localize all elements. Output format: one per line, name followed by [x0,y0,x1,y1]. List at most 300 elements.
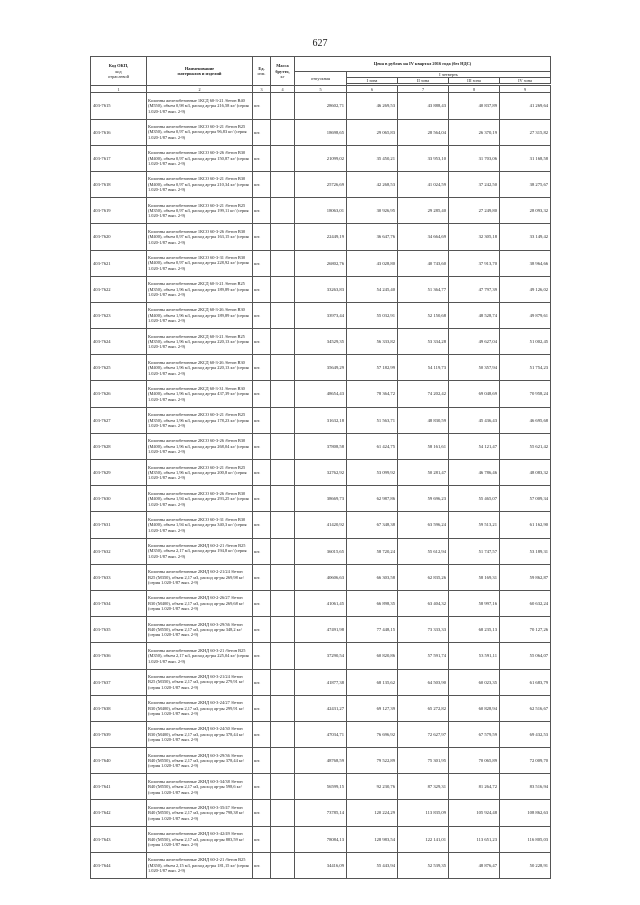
price-zone-2: 65 272,82 [398,695,449,721]
header-zone-1: I зона [347,78,398,84]
header-mass: Масса брутто, кг [271,57,295,86]
price-zone-3: 48 528,74 [449,302,500,328]
price-opt: 35649,29 [295,355,347,381]
price-zone-1: 43 028,80 [347,250,398,276]
item-unit: шт. [253,433,271,459]
table-row [91,852,551,878]
item-code: 403-7624 [91,329,147,355]
item-unit: шт. [253,643,271,669]
item-unit: шт. [253,800,271,826]
price-zone-2: 54 119,73 [398,355,449,381]
item-name: Колонны железобетонные 2КСД 60-3-21 /бетон В25 (М350), объем 1,96 м3, расход ар-ры 189,89 кг/ (серия 1.020-1/87 вып. 2-9) [147,276,253,302]
price-zone-1: 54 245,40 [347,276,398,302]
price-zone-1: 51 563,71 [347,407,398,433]
item-mass [271,643,295,669]
price-zone-4: 51 002,45 [500,329,551,355]
price-zone-2: 72 627,97 [398,721,449,747]
price-zone-3: 105 924,48 [449,800,500,826]
price-zone-1: 57 182,99 [347,355,398,381]
price-zone-2: 75 301,95 [398,748,449,774]
price-zone-3: 58 997,16 [449,590,500,616]
item-mass [271,564,295,590]
price-zone-3: 46 786,46 [449,460,500,486]
item-unit: шт. [253,852,271,878]
price-zone-4: 108 862,63 [500,800,551,826]
column-number: 6 [347,86,398,93]
item-unit: шт. [253,538,271,564]
table-row [91,355,551,381]
price-zone-1: 128 983,54 [347,826,398,852]
price-opt: 26802,76 [295,250,347,276]
item-unit: шт. [253,145,271,171]
price-zone-2: 55 612,94 [398,538,449,564]
column-number: 5 [295,86,347,93]
item-code: 403-7618 [91,171,147,197]
item-unit: шт. [253,329,271,355]
column-number: 3 [253,86,271,93]
price-zone-3: 50 357,94 [449,355,500,381]
price-zone-3: 69 048,69 [449,381,500,407]
item-name: Колонны железобетонные 2КНД 60-3-29/36 /бетон В40 (М550), объем 2,17 м3, расход ар-ры 348,2 кг/ (серия 1.020-1/87 вып. 2-9) [147,617,253,643]
price-zone-2: 34 664,69 [398,224,449,250]
table-row [91,564,551,590]
item-unit: шт. [253,748,271,774]
item-mass [271,800,295,826]
item-code: 403-7642 [91,800,147,826]
item-mass [271,538,295,564]
price-zone-2: 52 539,35 [398,852,449,878]
price-zone-2: 48 830,59 [398,407,449,433]
price-opt: 56599,15 [295,774,347,800]
price-opt: 28602,71 [295,93,347,119]
price-zone-4: 51 754,23 [500,355,551,381]
price-opt: 22449,19 [295,224,347,250]
item-name: Колонны железобетонные 2КНД 60-2-21/24 /бетон В25 (М350), объем 2,17 м3, расход ар-ры 269,98 кг/ (серия 1.020-1/87 вып. 2-9) [147,564,253,590]
item-code: 403-7617 [91,145,147,171]
column-number: 9 [500,86,551,93]
item-unit: шт. [253,721,271,747]
table-row [91,93,551,119]
item-code: 403-7632 [91,538,147,564]
price-zone-1: 29 065,83 [347,119,398,145]
item-code: 403-7641 [91,774,147,800]
price-zone-1: 42 268,53 [347,171,398,197]
item-name: Колонны железобетонные 2КНД 60-3-24/30 /бетон В30 (М400), объем 2,17 м3, расход ар-ры 378,44 кг/ (серия 1.020-1/87 вып. 2-9) [147,721,253,747]
price-zone-4: 69 432,53 [500,721,551,747]
price-zone-3: 55 465,07 [449,486,500,512]
item-mass [271,276,295,302]
table-row [91,302,551,328]
item-mass [271,512,295,538]
price-opt: 31632,18 [295,407,347,433]
header-name: Наименование материалов и изделий [147,57,253,86]
column-numbers-row [91,86,551,93]
price-zone-3: 32 305,18 [449,224,500,250]
item-mass [271,93,295,119]
item-mass [271,852,295,878]
price-zone-3: 70 065,89 [449,748,500,774]
item-mass [271,224,295,250]
item-mass [271,329,295,355]
price-opt: 18063,01 [295,198,347,224]
item-unit: шт. [253,564,271,590]
item-name: Колонны железобетонные 1КСО 60-3-26 /бетон В30 (М400), объем 0,97 м3, расход ар-ры 150,87 кг/ (серия 1.020-1/87 вып. 2-9) [147,145,253,171]
price-opt: 38669,73 [295,486,347,512]
table-row [91,538,551,564]
item-name: Колонны железобетонные 2КСД 60-3-31 /бетон В30 (М400), объем 1,96 м3, расход ар-ры 437,39 кг/ (серия 1.020-1/87 вып. 2-9) [147,381,253,407]
table-row [91,198,551,224]
price-zone-4: 72 009,70 [500,748,551,774]
price-opt: 34529,35 [295,329,347,355]
price-zone-2: 58 161,61 [398,433,449,459]
price-zone-4: 57 009,34 [500,486,551,512]
price-zone-1: 120 224,29 [347,800,398,826]
item-name: Колонны железобетонные 2КСО 60-3-21 /бетон В25 (М350), объем 1,96 м3, расход ар-ры 178,23 кг/ (серия 1.020-1/87 вып. 2-9) [147,407,253,433]
table-row [91,669,551,695]
header-price-title: Цена в рублях на IV квартал 2016 года (без НДС) [295,57,551,72]
price-zone-1: 66 898,35 [347,590,398,616]
table-row [91,381,551,407]
item-mass [271,302,295,328]
header-zone-3: III зона [449,78,500,84]
table-row [91,486,551,512]
price-zone-3: 31 703,06 [449,145,500,171]
price-opt: 47491,98 [295,617,347,643]
price-zone-1: 55 443,94 [347,852,398,878]
table-row [91,774,551,800]
price-zone-2: 40 743,60 [398,250,449,276]
price-opt: 25726,69 [295,171,347,197]
item-code: 403-7622 [91,276,147,302]
item-mass [271,433,295,459]
price-opt: 36015,65 [295,538,347,564]
item-unit: шт. [253,512,271,538]
price-zone-2: 59 696,23 [398,486,449,512]
item-name: Колонны железобетонные 2КНД 60-3-21 /бетон В25 (М350), объем 2,17 м3, расход ар-ры 225,04 кг/ (серия 1.020-1/87 вып. 2-9) [147,643,253,669]
item-code: 403-7631 [91,512,147,538]
price-zone-4: 62 516,67 [500,695,551,721]
item-mass [271,460,295,486]
price-zone-3: 113 651,23 [449,826,500,852]
price-zone-1: 76 696,92 [347,721,398,747]
price-zone-4: 31 168,58 [500,145,551,171]
price-opt: 37290,54 [295,643,347,669]
table-row [91,643,551,669]
item-unit: шт. [253,119,271,145]
item-code: 403-7620 [91,224,147,250]
price-opt: 78084,13 [295,826,347,852]
item-code: 403-7625 [91,355,147,381]
item-name: Колонны железобетонные 2КНД 60-3-21/24 /бетон В25 (М350), объем 2,17 м3, расход ар-ры 279,91 кг/ (серия 1.020-1/87 вып. 2-9) [147,669,253,695]
table-row [91,407,551,433]
price-opt: 33973,44 [295,302,347,328]
item-code: 403-7643 [91,826,147,852]
item-mass [271,407,295,433]
price-opt: 41061,45 [295,590,347,616]
item-name: Колонны железобетонные 1КСД 60-3-21 /бетон В40 (М550), объем 0,98 м3, расход ар-ры 216,58 кг/ (серия 1.020-1/87 вып. 2-9) [147,93,253,119]
price-zone-1: 46 269,53 [347,93,398,119]
item-name: Колонны железобетонные 2КСО 60-3-31 /бетон В30 (М400), объем 1,94 м3, расход ар-ры 340,3 кг/ (серия 1.020-1/87 вып. 2-9) [147,512,253,538]
item-code: 403-7633 [91,564,147,590]
price-zone-3: 37 242,50 [449,171,500,197]
item-code: 403-7619 [91,198,147,224]
price-zone-1: 66 303,58 [347,564,398,590]
price-opt: 48768,59 [295,748,347,774]
price-zone-1: 69 127,39 [347,695,398,721]
item-unit: шт. [253,826,271,852]
item-unit: шт. [253,669,271,695]
price-opt: 41420,92 [295,512,347,538]
item-name: Колонны железобетонные 2КНД 60-2-21 /бетон В25 (М350), объем 2,15 м3, расход ар-ры 181,15 кг/ (серия 1.020-1/87 вып. 2-9) [147,852,253,878]
price-zone-1: 36 647,76 [347,224,398,250]
price-zone-4: 61 162,90 [500,512,551,538]
price-zone-4: 50 228,91 [500,852,551,878]
item-name: Колонны железобетонные 2КСД 60-3-21 /бетон В25 (М350), объем 1,96 м3, расход ар-ры 220,13 кг/ (серия 1.020-1/87 вып. 2-9) [147,329,253,355]
price-zone-1: 79 522,89 [347,748,398,774]
price-zone-2: 29 285,40 [398,198,449,224]
column-number: 2 [147,86,253,93]
column-number: 7 [398,86,449,93]
price-zone-2: 51 364,77 [398,276,449,302]
table-row [91,119,551,145]
price-zone-1: 78 364,72 [347,381,398,407]
price-opt: 42431,27 [295,695,347,721]
item-mass [271,145,295,171]
price-zone-2: 63 596,24 [398,512,449,538]
item-mass [271,381,295,407]
price-zone-3: 54 121,47 [449,433,500,459]
price-zone-1: 35 450,21 [347,145,398,171]
column-number: 8 [449,86,500,93]
price-opt: 47034,71 [295,721,347,747]
page-number: 627 [312,38,328,49]
price-zone-4: 41 269,64 [500,93,551,119]
table-row [91,748,551,774]
item-code: 403-7636 [91,643,147,669]
price-opt: 18698,65 [295,119,347,145]
price-zone-2: 113 835,09 [398,800,449,826]
item-code: 403-7621 [91,250,147,276]
item-unit: шт. [253,695,271,721]
item-code: 403-7630 [91,486,147,512]
price-zone-3: 68 235,13 [449,617,500,643]
table-row [91,433,551,459]
price-zone-4: 61 683,79 [500,669,551,695]
item-code: 403-7640 [91,748,147,774]
price-zone-1: 56 333,82 [347,329,398,355]
price-opt: 37808,58 [295,433,347,459]
price-opt: 48654,43 [295,381,347,407]
item-name: Колонны железобетонные 2КСД 60-3-26 /бетон В30 (М400), объем 1,96 м3, расход ар-ры 220,13 кг/ (серия 1.020-1/87 вып. 2-9) [147,355,253,381]
price-zone-4: 38 964,66 [500,250,551,276]
item-name: Колонны железобетонные 2КНД 60-3-42/49 /бетон В40 (М550), объем 2,17 м3, расход ар-ры 883,59 кг/ (серия 1.020-1/87 вып. 2-9) [147,826,253,852]
header-unit: Ед. изм. [253,57,271,86]
item-name: Колонны железобетонные 1КСО 60-3-31 /бетон В30 (М400), объем 0,97 м3, расход ар-ры 228,92 кг/ (серия 1.020-1/87 вып. 2-9) [147,250,253,276]
price-zone-3: 58 169,31 [449,564,500,590]
price-zone-1: 30 926,95 [347,198,398,224]
table-row [91,590,551,616]
item-code: 403-7627 [91,407,147,433]
price-zone-3: 26 370,19 [449,119,500,145]
item-mass [271,119,295,145]
price-zone-4: 38 275,67 [500,171,551,197]
item-code: 403-7626 [91,381,147,407]
item-code: 403-7638 [91,695,147,721]
price-zone-1: 60 820,86 [347,643,398,669]
price-zone-2: 63 404,32 [398,590,449,616]
table-row [91,617,551,643]
price-zone-3: 40 837,89 [449,93,500,119]
price-opt: 73785,14 [295,800,347,826]
column-number: 1 [91,86,147,93]
item-unit: шт. [253,460,271,486]
price-opt: 34416,09 [295,852,347,878]
table-row [91,276,551,302]
price-zone-1: 77 448,15 [347,617,398,643]
price-zone-3: 67 579,59 [449,721,500,747]
price-zone-1: 53 099,92 [347,460,398,486]
price-zone-2: 33 953,10 [398,145,449,171]
item-mass [271,748,295,774]
item-code: 403-7615 [91,93,147,119]
price-zone-3: 48 876,47 [449,852,500,878]
item-name: Колонны железобетонные 2КНД 60-3-35/47 /бетон В40 (М550), объем 2,17 м3, расход ар-ры 798,38 кг/ (серия 1.020-1/87 вып. 2-9) [147,800,253,826]
price-zone-2: 122 141,01 [398,826,449,852]
item-mass [271,250,295,276]
price-zone-4: 116 805,03 [500,826,551,852]
item-name: Колонны железобетонные 1КСО 60-3-21 /бетон В30 (М400), объем 0,97 м3, расход ар-ры 210,34 кг/ (серия 1.020-1/87 вып. 2-9) [147,171,253,197]
price-zone-1: 92 230,76 [347,774,398,800]
table-row [91,721,551,747]
price-zone-3: 37 913,70 [449,250,500,276]
price-zone-1: 55 032,91 [347,302,398,328]
header-zone-2: II зона [398,78,449,84]
price-zone-3: 60 023,35 [449,669,500,695]
price-zone-2: 50 281,47 [398,460,449,486]
item-code: 403-7629 [91,460,147,486]
item-name: Колонны железобетонные 1КСО 60-3-21 /бетон В25 (М350), объем 0,97 м3, расход ар-ры 96,83 кг/ (серия 1.020-1/87 вып. 2-9) [147,119,253,145]
price-zone-4: 55 621,42 [500,433,551,459]
price-zone-2: 57 591,74 [398,643,449,669]
price-zone-3: 51 747,57 [449,538,500,564]
price-zone-2: 64 503,90 [398,669,449,695]
table-row [91,145,551,171]
item-mass [271,774,295,800]
item-name: Колонны железобетонные 2КСО 60-3-26 /бетон В30 (М400), объем 1,96 м3, расход ар-ры 268,04 кг/ (серия 1.020-1/87 вып. 2-9) [147,433,253,459]
table-row [91,800,551,826]
price-zone-2: 73 333,33 [398,617,449,643]
price-zone-2: 87 329,31 [398,774,449,800]
price-zone-2: 62 835,26 [398,564,449,590]
header-quarter: I четверть [347,72,551,78]
item-name: Колонны железобетонные 2КНД 60-2-21 /бетон В25 (М350), объем 2,17 м3, расход ар-ры 194,8 кг/ (серия 1.020-1/87 вып. 2-9) [147,538,253,564]
item-mass [271,355,295,381]
item-mass [271,695,295,721]
item-code: 403-7634 [91,590,147,616]
table-row [91,224,551,250]
item-unit: шт. [253,302,271,328]
item-unit: шт. [253,93,271,119]
item-unit: шт. [253,617,271,643]
item-mass [271,590,295,616]
item-unit: шт. [253,381,271,407]
price-zone-4: 33 149,42 [500,224,551,250]
table-row [91,250,551,276]
price-zone-2: 43 888,43 [398,93,449,119]
item-mass [271,198,295,224]
price-zone-1: 58 720,24 [347,538,398,564]
price-zone-2: 53 334,28 [398,329,449,355]
item-code: 403-7628 [91,433,147,459]
item-mass [271,171,295,197]
price-zone-4: 55 064,07 [500,643,551,669]
price-zone-4: 46 695,68 [500,407,551,433]
item-name: Колонны железобетонные 1КСО 60-3-26 /бетон В30 (М400), объем 0,97 м3, расход ар-ры 163,15 кг/ (серия 1.020-1/87 вып. 2-9) [147,224,253,250]
price-zone-4: 28 093,32 [500,198,551,224]
price-table [90,56,551,879]
item-unit: шт. [253,407,271,433]
price-zone-2: 28 564,04 [398,119,449,145]
header-zone-4: IV зона [500,78,551,84]
price-zone-4: 48 083,32 [500,460,551,486]
item-name: Колонны железобетонные 2КСО 60-3-26 /бетон В30 (М400), объем 1,94 м3, расход ар-ры 293,25 кг/ (серия 1.020-1/87 вып. 2-9) [147,486,253,512]
table-row [91,512,551,538]
price-zone-3: 60 828,94 [449,695,500,721]
price-zone-3: 47 797,39 [449,276,500,302]
price-zone-3: 27 249,80 [449,198,500,224]
item-name: Колонны железобетонные 2КСО 60-3-21 /бетон В25 (М350), объем 1,96 м3, расход ар-ры 200,8 кг/ (серия 1.020-1/87 вып. 2-9) [147,460,253,486]
price-zone-4: 49 126,02 [500,276,551,302]
price-zone-1: 68 135,62 [347,669,398,695]
item-unit: шт. [253,276,271,302]
table-row [91,171,551,197]
price-zone-4: 49 879,61 [500,302,551,328]
table-row [91,329,551,355]
table-row [91,826,551,852]
table-row [91,695,551,721]
item-unit: шт. [253,224,271,250]
column-number: 4 [271,86,295,93]
price-zone-4: 83 516,94 [500,774,551,800]
price-opt: 33263,83 [295,276,347,302]
item-code: 403-7616 [91,119,147,145]
price-zone-1: 61 424,75 [347,433,398,459]
price-zone-2: 74 202,42 [398,381,449,407]
item-mass [271,669,295,695]
price-zone-3: 45 436,43 [449,407,500,433]
header-code: Код ОКП, код отраслевой [91,57,147,86]
item-code: 403-7637 [91,669,147,695]
item-code: 403-7639 [91,721,147,747]
table-row [91,460,551,486]
price-opt: 41877,38 [295,669,347,695]
header-opt: отпускная [295,72,347,86]
price-zone-4: 70 958,24 [500,381,551,407]
item-name: Колонны железобетонные 2КНД 60-2-26/27 /бетон В30 (М400), объем 2,17 м3, расход ар-ры 269,68 кг/ (серия 1.020-1/87 вып. 2-9) [147,590,253,616]
item-unit: шт. [253,590,271,616]
item-unit: шт. [253,486,271,512]
price-zone-3: 59 513,21 [449,512,500,538]
price-zone-1: 62 987,86 [347,486,398,512]
price-zone-4: 60 632,24 [500,590,551,616]
price-opt: 40606,63 [295,564,347,590]
item-name: Колонны железобетонные 2КНД 60-3-24/27 /бетон В30 (М400), объем 2,17 м3, расход ар-ры 299,91 кг/ (серия 1.020-1/87 вып. 2-9) [147,695,253,721]
item-unit: шт. [253,171,271,197]
item-unit: шт. [253,250,271,276]
item-mass [271,486,295,512]
item-mass [271,826,295,852]
item-name: Колонны железобетонные 2КСД 60-3-26 /бетон В30 (М400), объем 1,96 м3, расход ар-ры 189,89 кг/ (серия 1.020-1/87 вып. 2-9) [147,302,253,328]
